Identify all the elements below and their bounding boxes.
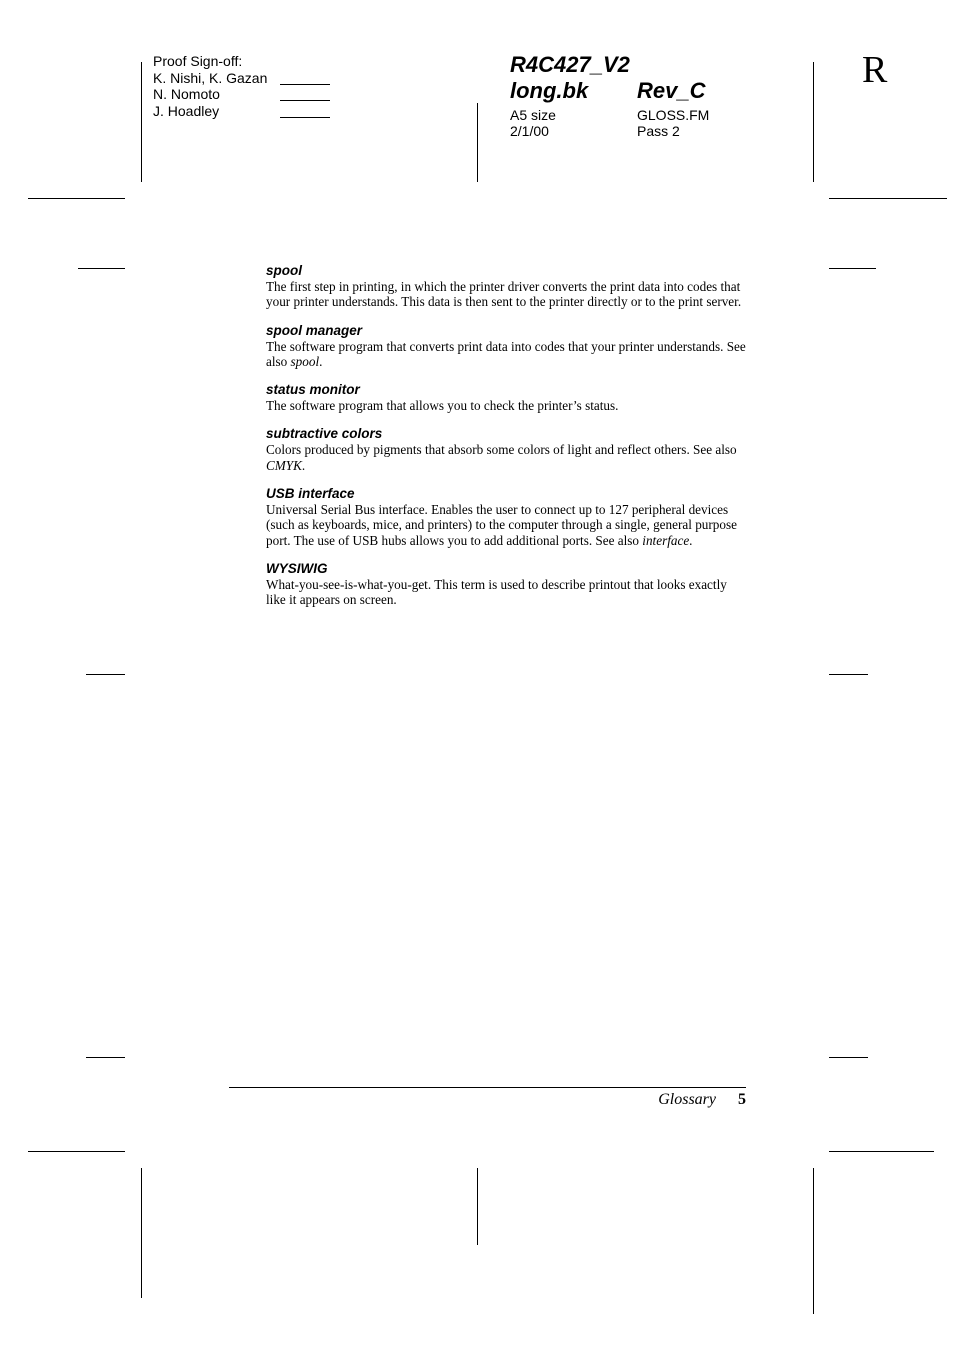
signature-line [280, 84, 330, 85]
proof-title: Proof Sign-off: [153, 53, 243, 69]
glossary-definition [266, 502, 746, 548]
cross-reference: interface [642, 532, 690, 548]
signer-name: N. Nomoto [153, 86, 220, 103]
signer-name: J. Hoadley [153, 102, 220, 119]
page-number: 5 [738, 1091, 746, 1108]
glossary-entry [266, 561, 746, 608]
proof-signer [153, 103, 267, 120]
pass-number: Pass 2 [637, 123, 680, 139]
crop-mark [28, 198, 125, 199]
signature-line [280, 100, 330, 101]
glossary-entry [266, 486, 746, 548]
crop-mark [86, 674, 125, 675]
book-name: long.bk [510, 78, 589, 103]
glossary-entries [266, 263, 746, 621]
glossary-entry [266, 426, 746, 473]
definition-text: Colors produced by pigments that absorb some colors of light and reflect others. See also [266, 442, 737, 458]
crop-mark [829, 1151, 934, 1152]
glossary-definition [266, 339, 746, 370]
proof-signer [153, 86, 267, 103]
glossary-entry [266, 323, 746, 370]
definition-text: . [301, 457, 306, 473]
crop-mark [477, 1168, 478, 1245]
glossary-definition: The first step in printing, in which the printer driver converts the print data into codes that your printer understands. This data is then sent to the printer directly or to the print server. [266, 279, 742, 310]
glossary-term: USB interface [266, 486, 355, 502]
glossary-term: WYSIWIG [266, 560, 328, 576]
crop-mark [829, 268, 876, 269]
signer-name: K. Nishi, K. Gazan [153, 69, 268, 86]
glossary-term: status monitor [266, 382, 360, 398]
glossary-definition [266, 442, 746, 473]
footer-rule [229, 1087, 746, 1088]
glossary-term: subtractive colors [266, 426, 383, 442]
cross-reference: spool [290, 353, 320, 369]
definition-text: Universal Serial Bus interface. Enables the user to connect up to 127 peripheral devices (such as keyboards, mice, and printers) to the computer through a single, general purpose port. The use of USB hubs allows you to add additional ports. See also [266, 502, 737, 548]
proof-signoff [153, 53, 267, 119]
revision: Rev_C [637, 78, 706, 103]
crop-mark [86, 1057, 125, 1058]
crop-mark [829, 198, 947, 199]
proof-signer [153, 70, 267, 87]
crop-mark [813, 1168, 814, 1314]
crop-mark [141, 1168, 142, 1298]
glossary-term: spool [266, 263, 302, 278]
glossary-definition: What-you-see-is-what-you-get. This term is used to describe printout that looks exactly like it appears on screen. [266, 576, 727, 608]
glossary-entry [266, 263, 746, 310]
corner-letter: R [862, 49, 888, 91]
doc-code: R4C427_V2 [510, 52, 630, 77]
crop-mark [78, 268, 125, 269]
doc-date: 2/1/00 [510, 123, 549, 139]
glossary-term: spool manager [266, 322, 363, 338]
definition-text: . [319, 353, 323, 369]
crop-mark [829, 674, 868, 675]
glossary-entry [266, 382, 746, 413]
glossary-definition: The software program that allows you to check the printer’s status. [266, 398, 619, 414]
crop-mark [829, 1057, 868, 1058]
crop-mark [28, 1151, 125, 1152]
footer-section: Glossary [658, 1091, 716, 1108]
signature-line [280, 117, 330, 118]
file-name: GLOSS.FM [637, 107, 710, 123]
crop-mark [141, 62, 142, 182]
definition-text: . [689, 532, 693, 548]
cross-reference: CMYK [266, 457, 302, 473]
definition-text: The software program that converts print data into codes that your printer understands. See also [266, 338, 746, 369]
crop-mark [813, 62, 814, 182]
crop-mark [477, 103, 478, 182]
page-footer [658, 1090, 746, 1110]
page-size: A5 size [510, 107, 556, 123]
